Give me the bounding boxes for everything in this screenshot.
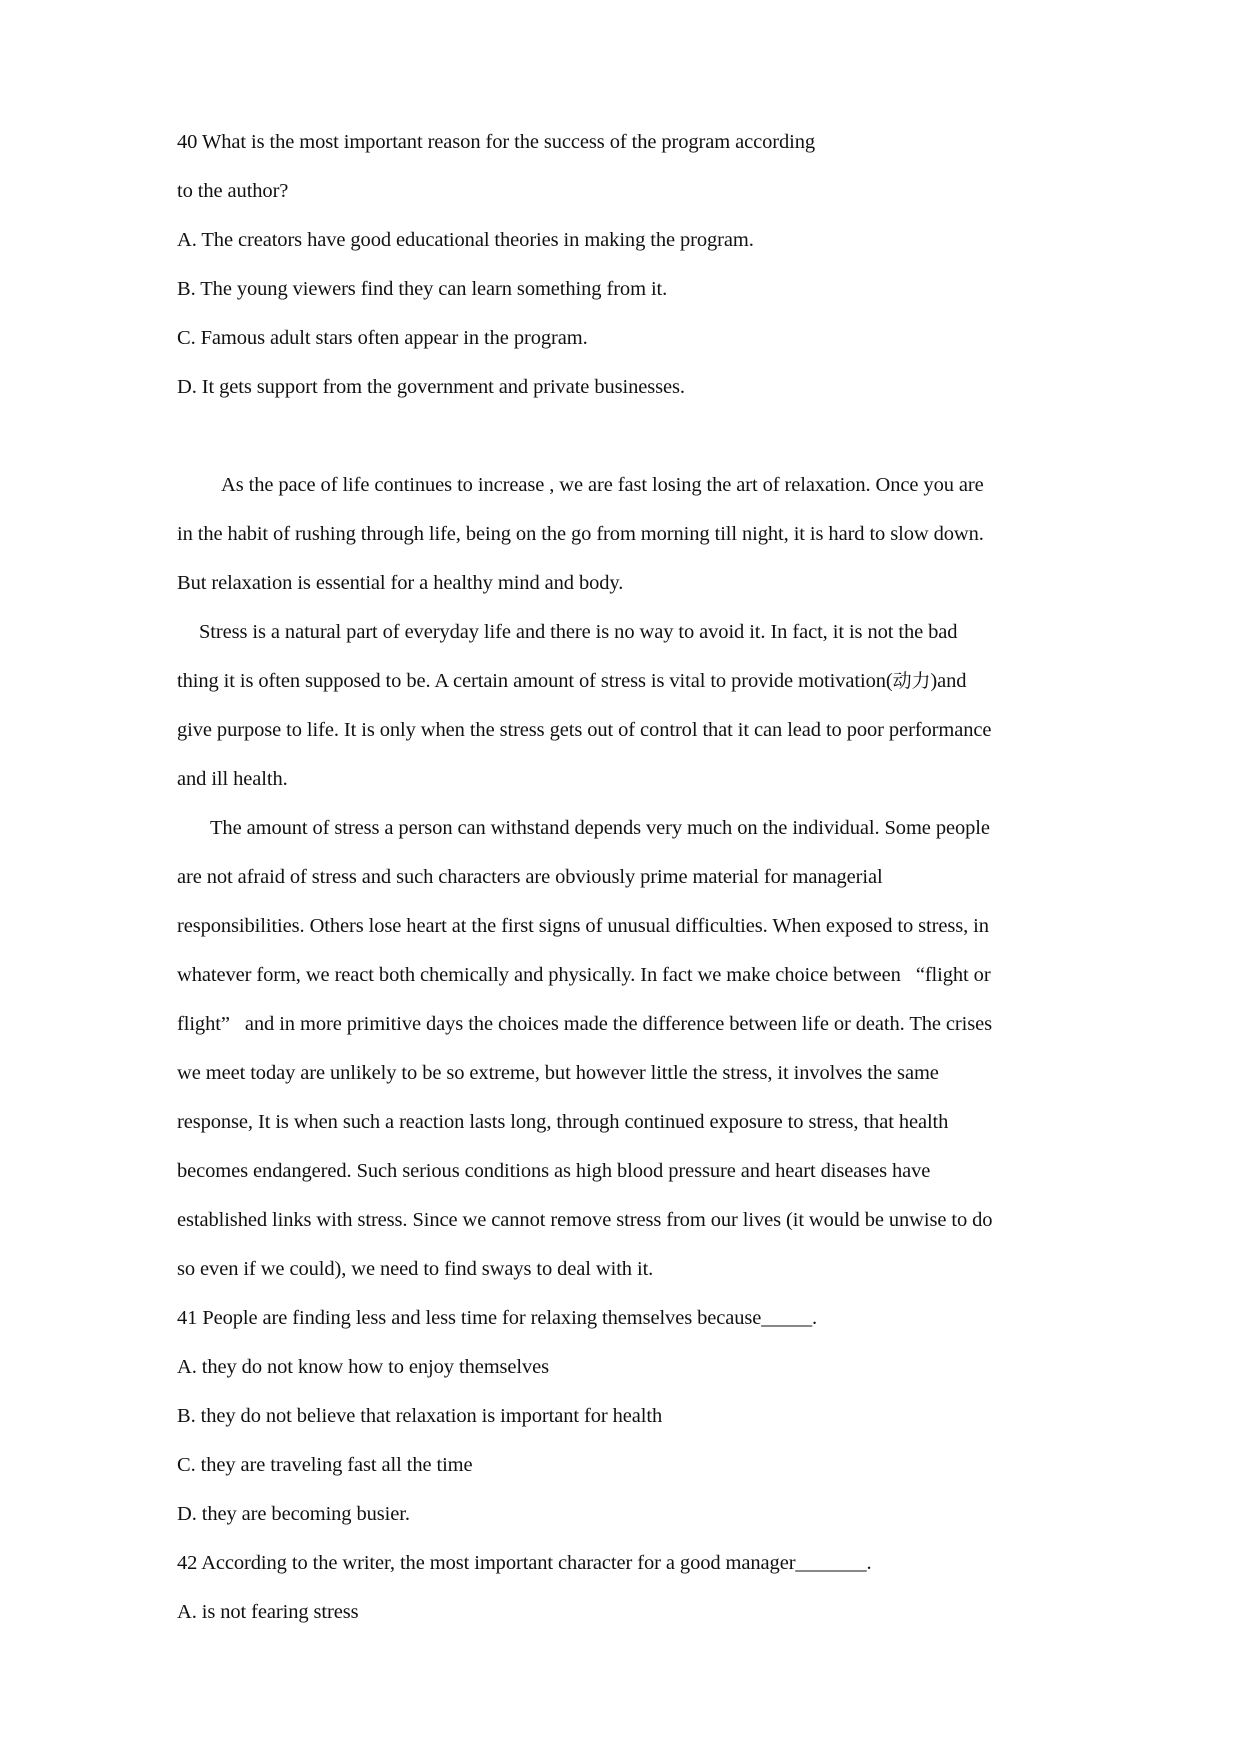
text-span: )and <box>930 670 967 692</box>
paragraph-line: becomes endangered. Such serious conditions as high blood pressure and heart diseases have <box>177 1160 931 1182</box>
question-stem: 41 People are finding less and less time for relaxing themselves because_____. <box>177 1307 818 1329</box>
question-stem: 42 According to the writer, the most important character for a good manager_______. <box>177 1552 872 1574</box>
question-40 <box>177 118 1077 412</box>
paragraph-2 <box>177 608 1077 804</box>
paragraph-line: are not afraid of stress and such characters are obviously prime material for managerial <box>177 866 883 888</box>
paragraph-line: whatever form, we react both chemically and physically. In fact we make choice between “flight or <box>177 964 991 986</box>
answer-option-d: D. they are becoming busier. <box>177 1503 410 1525</box>
paragraph-line: But relaxation is essential for a healthy mind and body. <box>177 572 624 594</box>
paragraph-line: so even if we could), we need to find sways to deal with it. <box>177 1258 654 1280</box>
paragraph-line: and ill health. <box>177 768 288 790</box>
paragraph-line <box>177 657 1077 706</box>
reading-passage <box>177 461 1077 1294</box>
paragraph-line: Stress is a natural part of everyday life and there is no way to avoid it. In fact, it is not the bad <box>199 621 958 643</box>
paragraph-line: give purpose to life. It is only when the stress gets out of control that it can lead to poor performance <box>177 719 992 741</box>
question-41 <box>177 1294 1077 1539</box>
paragraph-3 <box>177 804 1077 1294</box>
answer-option-b: B. they do not believe that relaxation is important for health <box>177 1405 663 1427</box>
answer-option-c: C. they are traveling fast all the time <box>177 1454 473 1476</box>
paragraph-line: response, It is when such a reaction lasts long, through continued exposure to stress, that health <box>177 1111 949 1133</box>
chinese-gloss: 动力 <box>892 670 931 692</box>
paragraph-line: responsibilities. Others lose heart at the first signs of unusual difficulties. When exposed to stress, in <box>177 915 989 937</box>
section-gap <box>177 412 1077 461</box>
paragraph-line: we meet today are unlikely to be so extreme, but however little the stress, it involves the same <box>177 1062 939 1084</box>
answer-option-a: A. they do not know how to enjoy themselves <box>177 1356 550 1378</box>
question-stem: 40 What is the most important reason for the success of the program according <box>177 131 816 153</box>
paragraph-line: established links with stress. Since we cannot remove stress from our lives (it would be unwise to do <box>177 1209 993 1231</box>
answer-option-a: A. The creators have good educational theories in making the program. <box>177 229 754 251</box>
paragraph-line: As the pace of life continues to increase , we are fast losing the art of relaxation. Once you are <box>221 474 984 496</box>
question-stem-continued: to the author? <box>177 180 289 202</box>
question-42 <box>177 1539 1077 1637</box>
paragraph-line: in the habit of rushing through life, being on the go from morning till night, it is hard to slow down. <box>177 523 984 545</box>
answer-option-b: B. The young viewers find they can learn something from it. <box>177 278 668 300</box>
answer-option-d: D. It gets support from the government and private businesses. <box>177 376 685 398</box>
paragraph-line: flight” and in more primitive days the choices made the difference between life or death. The crises <box>177 1013 992 1035</box>
answer-option-c: C. Famous adult stars often appear in the program. <box>177 327 588 349</box>
answer-option-a: A. is not fearing stress <box>177 1601 359 1623</box>
text-span: thing it is often supposed to be. A certain amount of stress is vital to provide motivation( <box>177 670 893 692</box>
paragraph-1 <box>177 461 1077 608</box>
paragraph-line: The amount of stress a person can withstand depends very much on the individual. Some people <box>210 817 990 839</box>
document-page <box>177 118 1077 1637</box>
